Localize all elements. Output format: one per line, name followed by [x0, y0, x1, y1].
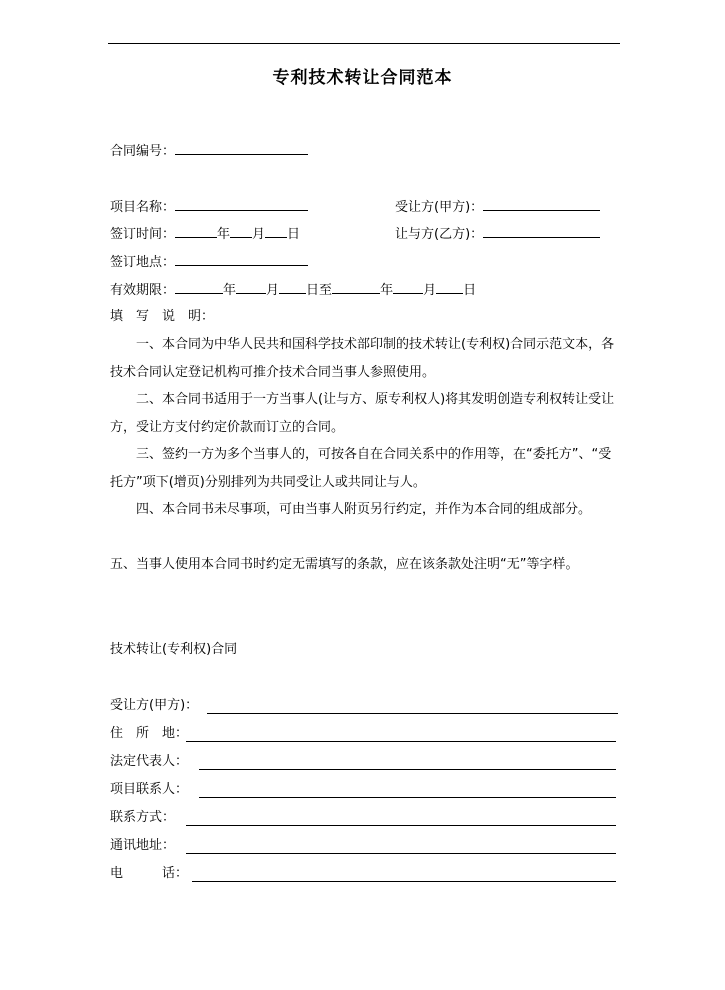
- transferor-blank[interactable]: [483, 224, 600, 238]
- sign-place-blank[interactable]: [175, 252, 308, 266]
- month-label: 月: [266, 283, 280, 298]
- note-4: [110, 496, 615, 524]
- sign-time-label: 签订时间：: [110, 227, 176, 242]
- address-blank[interactable]: [186, 741, 616, 742]
- mail-address-label: 通讯地址：: [110, 838, 176, 853]
- valid-to-year-blank[interactable]: [332, 280, 380, 294]
- validity-row: [110, 280, 476, 299]
- project-name-blank[interactable]: [175, 197, 308, 211]
- sign-day-blank[interactable]: [265, 224, 287, 238]
- valid-from-day-blank[interactable]: [279, 280, 306, 294]
- top-rule: [108, 43, 620, 44]
- transferor-row: [395, 224, 600, 243]
- contract-no-row: [110, 141, 308, 160]
- contact-method-blank[interactable]: [186, 825, 616, 826]
- year-label: 年: [380, 283, 394, 298]
- day-label: 日: [463, 283, 477, 298]
- note-4-text: 四、本合同书未尽事项，可由当事人附页另行约定，并作为本合同的组成部分。: [136, 502, 592, 517]
- transferee-blank[interactable]: [483, 197, 600, 211]
- year-label: 年: [217, 227, 231, 242]
- project-contact-blank[interactable]: [199, 797, 616, 798]
- project-name-label: 项目名称：: [110, 200, 176, 215]
- instructions-heading: 填 写 说 明：: [110, 309, 215, 324]
- note-2: [110, 386, 615, 441]
- day-label: 日: [287, 227, 301, 242]
- legal-rep-blank[interactable]: [199, 769, 616, 770]
- page-title: 专利技术转让合同范本: [272, 68, 453, 88]
- sign-year-blank[interactable]: [175, 224, 217, 238]
- validity-label: 有效期限：: [110, 283, 176, 298]
- address-label: 住 所 地：: [110, 726, 189, 741]
- transferee-row: [395, 197, 600, 216]
- party-transferee-label: 受让方(甲方)：: [110, 698, 199, 713]
- day-to-label: 日至: [306, 283, 333, 298]
- contact-method-label: 联系方式：: [110, 810, 176, 825]
- month-label: 月: [252, 227, 266, 242]
- phone-blank[interactable]: [192, 881, 616, 882]
- note-3: [110, 441, 615, 496]
- valid-to-day-blank[interactable]: [436, 280, 463, 294]
- note-5-text: 五、当事人使用本合同书时约定无需填写的条款，应在该条款处注明“无”等字样。: [110, 557, 579, 572]
- contract-no-blank[interactable]: [175, 141, 308, 155]
- phone-label: 电 话：: [110, 866, 189, 881]
- legal-rep-label: 法定代表人：: [110, 754, 189, 769]
- valid-to-month-blank[interactable]: [393, 280, 423, 294]
- note-2-text: 二、本合同书适用于一方当事人(让与方、原专利权人)将其发明创造专利权转让受让方，受让方支付约定价款而订立的合同。: [110, 392, 615, 435]
- mail-address-blank[interactable]: [186, 853, 616, 854]
- section-heading: 技术转让(专利权)合同: [110, 642, 238, 657]
- project-contact-label: 项目联系人：: [110, 782, 189, 797]
- party-transferee-blank[interactable]: [207, 713, 618, 714]
- sign-time-row: [110, 224, 300, 243]
- note-3-text: 三、签约一方为多个当事人的，可按各自在合同关系中的作用等，在“委托方”、“受托方”项下(增页)分别排列为共同受让人或共同让与人。: [110, 447, 612, 490]
- valid-from-year-blank[interactable]: [175, 280, 223, 294]
- note-1: [110, 331, 615, 386]
- note-1-text: 一、本合同为中华人民共和国科学技术部印制的技术转让(专利权)合同示范文本，各技术合同认定登记机构可推介技术合同当事人参照使用。: [110, 337, 615, 380]
- year-label: 年: [223, 283, 237, 298]
- sign-month-blank[interactable]: [230, 224, 252, 238]
- transferor-label: 让与方(乙方)：: [395, 227, 484, 242]
- note-5: [110, 551, 615, 579]
- sign-place-label: 签订地点：: [110, 255, 176, 270]
- sign-place-row: [110, 252, 308, 271]
- project-name-row: [110, 197, 308, 216]
- valid-from-month-blank[interactable]: [236, 280, 266, 294]
- transferee-label: 受让方(甲方)：: [395, 200, 484, 215]
- month-label: 月: [423, 283, 437, 298]
- contract-no-label: 合同编号：: [110, 144, 176, 159]
